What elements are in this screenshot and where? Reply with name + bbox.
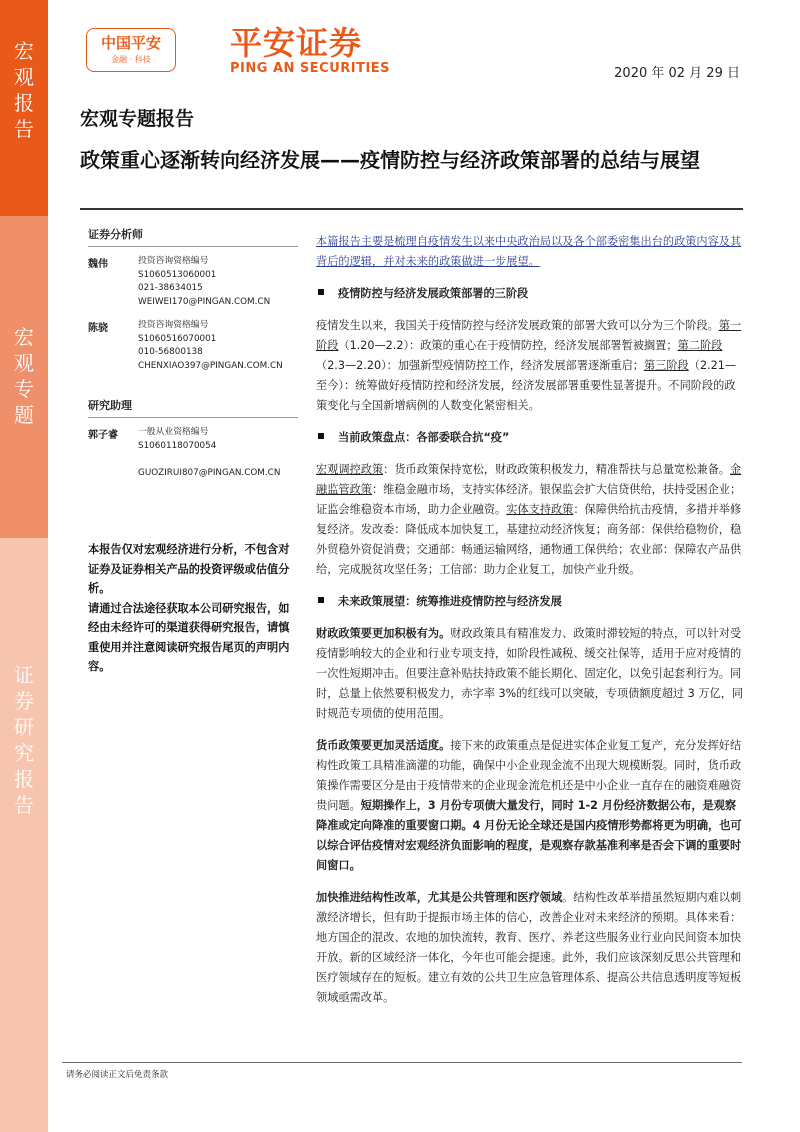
assistant-email[interactable]: GUOZIRUI807@PINGAN.COM.CN [138, 467, 281, 478]
logo-main-text: 中国平安 [100, 34, 161, 52]
analyst-phone: 010-56800138 [138, 347, 203, 357]
intro-paragraph: 本篇报告主要是梳理自疫情发生以来中央政治局以及各个部委密集出台的政策内容及其背后的逻辑，并对未来的政策做进一步展望。 [316, 235, 742, 268]
footer-divider [62, 1062, 742, 1063]
footer-note: 请务必阅读正文后免责条款 [66, 1070, 169, 1080]
report-type: 宏观专题报告 [80, 108, 195, 130]
bullet-square-icon [318, 597, 324, 603]
assistant-id: S1060118070054 [138, 440, 217, 451]
section-paragraph: 加快推进结构性改革，尤其是公共管理和医疗领域。结构性改革举措虽然短期内难以刺激经济增长，但有助于提振市场主体的信心，改善企业对未来经济的预期。具体来看：地方国企的混改、农地的加快流转，教育、医疗、养老这些服务业行业向民间资本加快开放。新的区域经济一体化，今年也可能会提速。此外，我们应该深刻反思公共管理和医疗领域存在的短板。建立有效的公共卫生应急管理体系、提高公共信息透明度等短板领域亟需改革。 [316, 891, 742, 1004]
sidebar-label-bottom: 证券研究报告 [14, 663, 34, 817]
analyst-email[interactable]: CHENXIAO397@PINGAN.COM.CN [138, 360, 283, 371]
assistant-name: 郭子睿 [88, 430, 118, 441]
section-paragraph: 货币政策要更加灵活适度。接下来的政策重点是促进实体企业复工复产，充分发挥好结构性政策工具精准滴灌的功能，确保中小企业现金流不出现大规模断裂。同时，货币政策操作需要区分是由于疫情带来的企业现金流危机还是中小企业一直存在的融资难融资贵问题。短期操作上，3 月份专项债大量发行，同时 1-2 月份经济数据公布，是观察降准或定向降准的重要窗口期。4 月份无论全球还是国内疫情形势都将更为明确，也可以综合评估疫情对宏观经济负面影响的程度，是观察存款基准利率是否会下调的重要时间窗口。 [316, 739, 742, 872]
sidebar-label-top: 宏观报告 [14, 39, 34, 141]
analysts-heading: 证券分析师 [88, 226, 298, 247]
section-heading: 当前政策盘点：各部委联合抗“疫” [316, 428, 744, 448]
analyst-card [88, 319, 298, 373]
section-heading: 未来政策展望：统筹推进疫情防控与经济发展 [316, 592, 744, 612]
analyst-email[interactable]: WEIWEI170@PINGAN.COM.CN [138, 296, 271, 307]
analyst-id: S1060513060001 [138, 269, 217, 280]
sidebar-label-middle: 宏观专题 [14, 325, 34, 427]
sidebar-block-bottom [0, 538, 48, 1132]
sidebar-block-middle [0, 216, 48, 538]
bullet-square-icon [318, 289, 324, 295]
sidebar [0, 0, 48, 1132]
logo-sub-text: 金融 · 科技 [111, 55, 151, 64]
section-paragraph: 宏观调控政策：货币政策保持宽松，财政政策积极发力，精准帮扶与总量宽松兼备。金融监管政策：维稳金融市场，支持实体经济。银保监会扩大信贷供给，扶持受困企业；证监会维稳资本市场，助力企业融资。实体支持政策：保障供给抗击疫情，多措并举修复经济。发改委：降低成本加快复工，基建拉动经济恢复；商务部：保供给稳物价，稳外贸稳外资促消费；交通部：畅通运输网络，通物通工保供给；农业部：保障农产品供给，完成脱贫攻坚任务；工信部：助力企业复工，加快产业升级。 [316, 463, 742, 576]
analyst-qual-label: 投资咨询资格编号 [138, 320, 209, 330]
report-date: 2020 年 02 月 29 日 [614, 66, 740, 81]
page-title: 政策重心逐渐转向经济发展——疫情防控与经济政策部署的总结与展望 [80, 148, 700, 172]
ping-an-logo [86, 28, 176, 72]
assistant-card [88, 426, 298, 480]
analyst-id: S1060516070001 [138, 333, 217, 344]
analyst-name: 陈骁 [88, 323, 108, 334]
analyst-phone: 021-38634015 [138, 283, 203, 293]
bullet-square-icon [318, 433, 324, 439]
logo-en-text: PING AN SECURITIES [230, 61, 391, 76]
assistant-qual-label: 一般从业资格编号 [138, 427, 209, 437]
ping-an-securities-logo [230, 24, 390, 76]
disclaimer [88, 540, 300, 677]
main-content [316, 232, 744, 1020]
section-paragraph: 疫情发生以来，我国关于疫情防控与经济发展政策的部署大致可以分为三个阶段。第一阶段（1.20—2.2）：政策的重心在于疫情防控，经济发展部署暂被搁置；第二阶段（2.3—2.20）：加强新型疫情防控工作，经济发展部署逐渐重启；第三阶段（2.21—至今）：统筹做好疫情防控和经济发展，经济发展部署重要性显著提升。不同阶段的政策变化与全国新增病例的人数变化紧密相关。 [316, 319, 742, 412]
title-divider [80, 208, 743, 210]
assistant-heading: 研究助理 [88, 397, 298, 418]
analyst-qual-label: 投资咨询资格编号 [138, 256, 209, 266]
section-heading: 疫情防控与经济发展政策部署的三阶段 [316, 284, 744, 304]
section-paragraph: 财政政策要更加积极有为。财政政策具有精准发力、政策时滞较短的特点，可以针对受疫情影响较大的企业和行业专项支持，如阶段性减税、缓交社保等，适用于应对疫情的一次性短期冲击。但要注意补贴扶持政策不能长期化、固定化，以免引起套利行为。同时，总量上依然要积极发力，赤字率 3%的红线可以突破，专项债额度超过 3 万亿，同时规范专项债的使用范围。 [316, 627, 744, 720]
analyst-card [88, 255, 298, 309]
sidebar-block-top [0, 0, 48, 216]
logo-cn-text: 平安证券 [230, 24, 363, 62]
disclaimer-p2: 请通过合法途径获取本公司研究报告，如经由未经许可的渠道获得研究报告，请慎重使用并注意阅读研究报告尾页的声明内容。 [88, 601, 290, 673]
analyst-name: 魏伟 [88, 259, 108, 270]
left-column [88, 226, 298, 490]
disclaimer-p1: 本报告仅对宏观经济进行分析，不包含对证券及证券相关产品的投资评级或估值分析。 [88, 543, 290, 595]
